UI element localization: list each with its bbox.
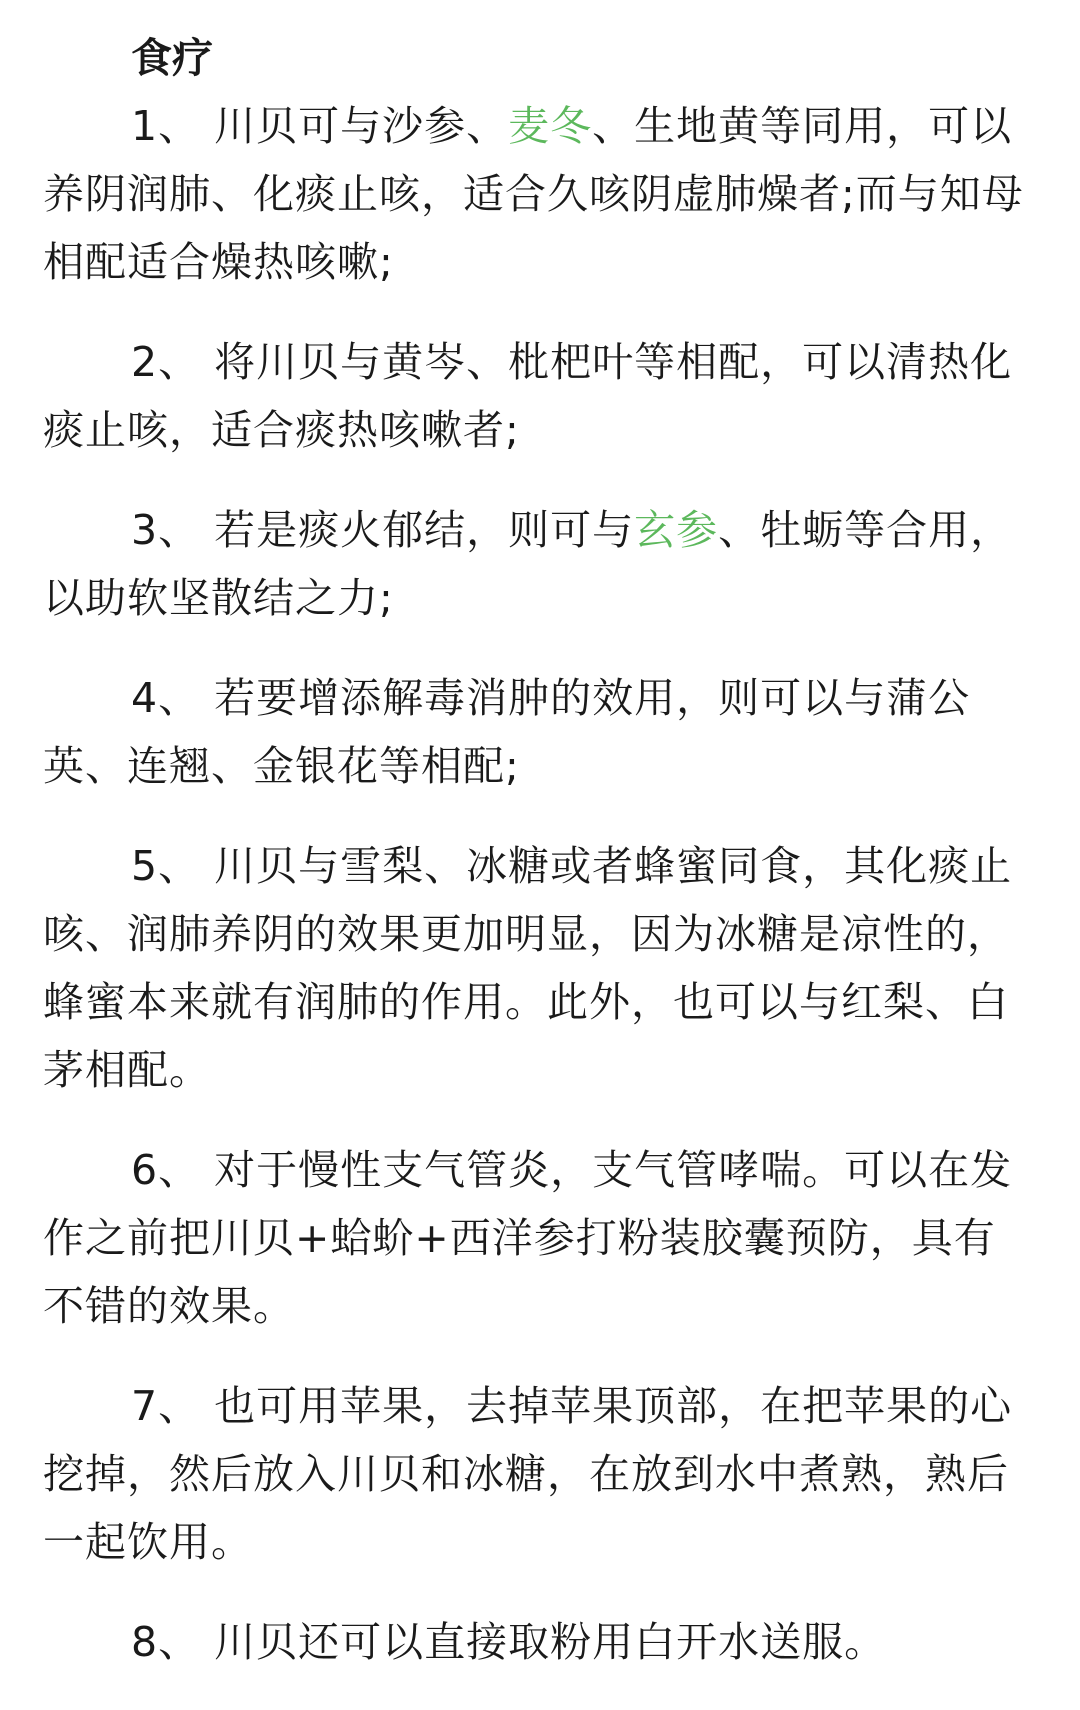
list-item-4 <box>43 664 1033 800</box>
item-number: 2、 <box>131 338 201 386</box>
item-text: 将川贝与黄岑、枇杷叶等相配，可以清热化痰止咳，适合痰热咳嗽者; <box>43 338 1013 454</box>
item-text: 、牡蛎等合用，以助软坚散结之力; <box>43 506 1013 622</box>
item-number: 6、 <box>131 1146 201 1194</box>
list-item-5 <box>43 832 1033 1104</box>
herb-link-xuanshen[interactable]: 玄参 <box>634 506 719 554</box>
list-item-7 <box>43 1372 1033 1576</box>
item-text: 若要增添解毒消肿的效用，则可以与蒲公英、连翘、金银花等相配; <box>43 674 971 790</box>
item-text: 川贝与雪梨、冰糖或者蜂蜜同食，其化痰止咳、润肺养阴的效果更加明显，因为冰糖是凉性的，蜂蜜本来就有润肺的作用。此外，也可以与红梨、白茅相配。 <box>43 842 1013 1094</box>
article <box>43 24 1033 1676</box>
item-text: 若是痰火郁结，则可与 <box>200 506 635 554</box>
item-number: 5、 <box>131 842 201 890</box>
item-number: 7、 <box>131 1382 201 1430</box>
list-item-2 <box>43 328 1033 464</box>
list-item-6 <box>43 1136 1033 1340</box>
item-text: 川贝还可以直接取粉用白开水送服。 <box>200 1618 887 1666</box>
paragraph-gap <box>43 296 1033 328</box>
item-number: 4、 <box>131 674 201 722</box>
item-text: 对于慢性支气管炎，支气管哮喘。可以在发作之前把川贝+蛤蚧+西洋参打粉装胶囊预防，具有不错的效果。 <box>43 1146 1013 1330</box>
list-item-8 <box>43 1608 1033 1676</box>
list-item-3 <box>43 496 1033 632</box>
paragraph-gap <box>43 632 1033 664</box>
paragraph-gap <box>43 1576 1033 1608</box>
item-number: 1、 <box>131 102 201 150</box>
item-number: 3、 <box>131 506 201 554</box>
paragraph-gap <box>43 1340 1033 1372</box>
herb-link-maidong[interactable]: 麦冬 <box>508 102 593 150</box>
paragraph-gap <box>43 464 1033 496</box>
item-text: 也可用苹果，去掉苹果顶部，在把苹果的心挖掉，然后放入川贝和冰糖，在放到水中煮熟，熟后一起饮用。 <box>43 1382 1013 1566</box>
item-text: 川贝可与沙参、 <box>200 102 509 150</box>
list-item-1 <box>43 92 1033 296</box>
paragraph-gap <box>43 1104 1033 1136</box>
item-text: 、生地黄等同用，可以养阴润肺、化痰止咳，适合久咳阴虚肺燥者;而与知母相配适合燥热咳嗽; <box>43 102 1024 286</box>
section-title: 食疗 <box>131 34 213 82</box>
item-number: 8、 <box>131 1618 201 1666</box>
paragraph-gap <box>43 800 1033 832</box>
